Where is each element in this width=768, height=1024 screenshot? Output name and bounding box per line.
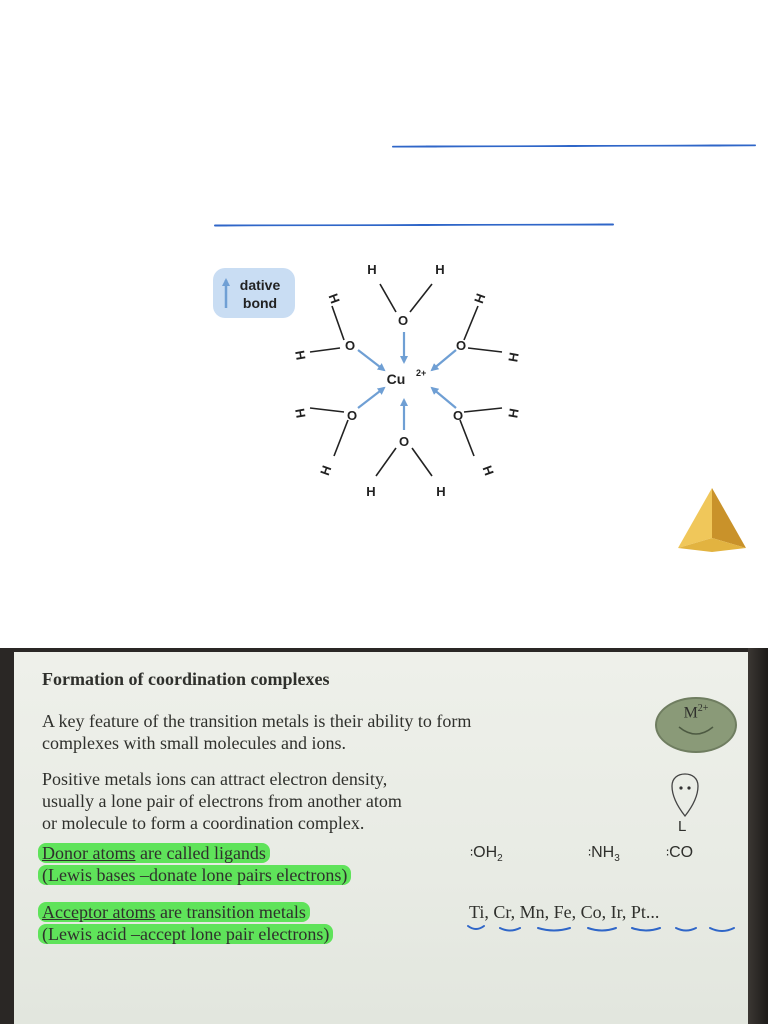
slide-title: Formation of coordination complexes: [42, 669, 330, 689]
metal-ion-label: $M^{2+}$: [683, 703, 709, 722]
oxygen-lower-left: O: [346, 408, 358, 423]
oxygen-lower-right: O: [452, 408, 464, 423]
hexaaqua-copper-diagram: [200, 250, 540, 510]
metal-ion-icon: [655, 697, 737, 753]
acceptor-term: Acceptor atoms: [42, 902, 156, 922]
acceptor-line1: [42, 901, 310, 923]
smile-icon: [671, 721, 721, 741]
donor-line1: [42, 842, 270, 864]
legend-label-line2: bond: [242, 295, 278, 311]
ligand-lone-pair-icon: [670, 772, 700, 818]
legend-dative-bond: [213, 268, 295, 318]
oxygen-upper-left: O: [344, 338, 356, 353]
legend-label-line1: dative: [239, 277, 281, 293]
ink-line-middle: [214, 223, 614, 226]
dative-arrows: [358, 332, 456, 430]
hydrogen-8: H: [505, 407, 522, 420]
hydrogen-12: H: [436, 484, 446, 499]
hydrogen-4: H: [292, 349, 309, 362]
paragraph1-line1: A key feature of the transition metals is their ability to form: [42, 711, 472, 731]
donor-rest: are called ligands: [135, 843, 266, 863]
hydrogen-7: H: [292, 407, 309, 420]
hydrogen-5: H: [471, 291, 489, 306]
acceptor-line2: [42, 923, 333, 945]
oxygen-top: O: [397, 313, 409, 328]
slide-photo-edge: [748, 648, 768, 1024]
ligand-carbon-monoxide: ∶CO: [666, 844, 694, 861]
ligand-symbol: L: [678, 818, 687, 835]
paragraph2-line1: Positive metals ions can attract electron density,: [42, 769, 388, 789]
lecture-slide: [14, 652, 748, 1024]
acceptor-rest: are transition metals: [155, 902, 306, 922]
hydrogen-3: H: [325, 291, 343, 306]
paragraph2-line2: usually a lone pair of electrons from another atom: [42, 791, 402, 811]
donor-line2: [42, 864, 351, 886]
donor-term: Donor atoms: [42, 843, 136, 863]
hydrogen-10: H: [479, 463, 497, 478]
pyramid-icon[interactable]: [674, 486, 750, 554]
hydrogen-11: H: [366, 484, 376, 499]
hydrogen-2: H: [435, 262, 445, 277]
ink-line-top: [392, 144, 756, 147]
paragraph2-line3: or molecule to form a coordination complex.: [42, 813, 365, 833]
acceptor-explanation: (Lewis acid –accept lone pair electrons): [38, 924, 333, 944]
copper-center-label: Cu: [386, 371, 406, 387]
oxygen-upper-right: O: [455, 338, 467, 353]
hydrogen-9: H: [317, 463, 335, 478]
hydrogen-6: H: [505, 351, 522, 364]
copper-charge: 2+: [416, 368, 427, 378]
transition-metals-list: Ti, Cr, Mn, Fe, Co, Ir, Pt...: [469, 902, 660, 922]
metal-underline-squiggles: [466, 920, 756, 936]
ligand-water: $∶OH_2$: [470, 844, 503, 865]
ligand-ammonia: $∶NH_3$: [588, 844, 620, 865]
donor-explanation: (Lewis bases –donate lone pairs electrons): [38, 865, 351, 885]
paragraph1-line2: complexes with small molecules and ions.: [42, 733, 346, 753]
oxygen-bottom: O: [398, 434, 410, 449]
hydrogen-1: H: [367, 262, 377, 277]
